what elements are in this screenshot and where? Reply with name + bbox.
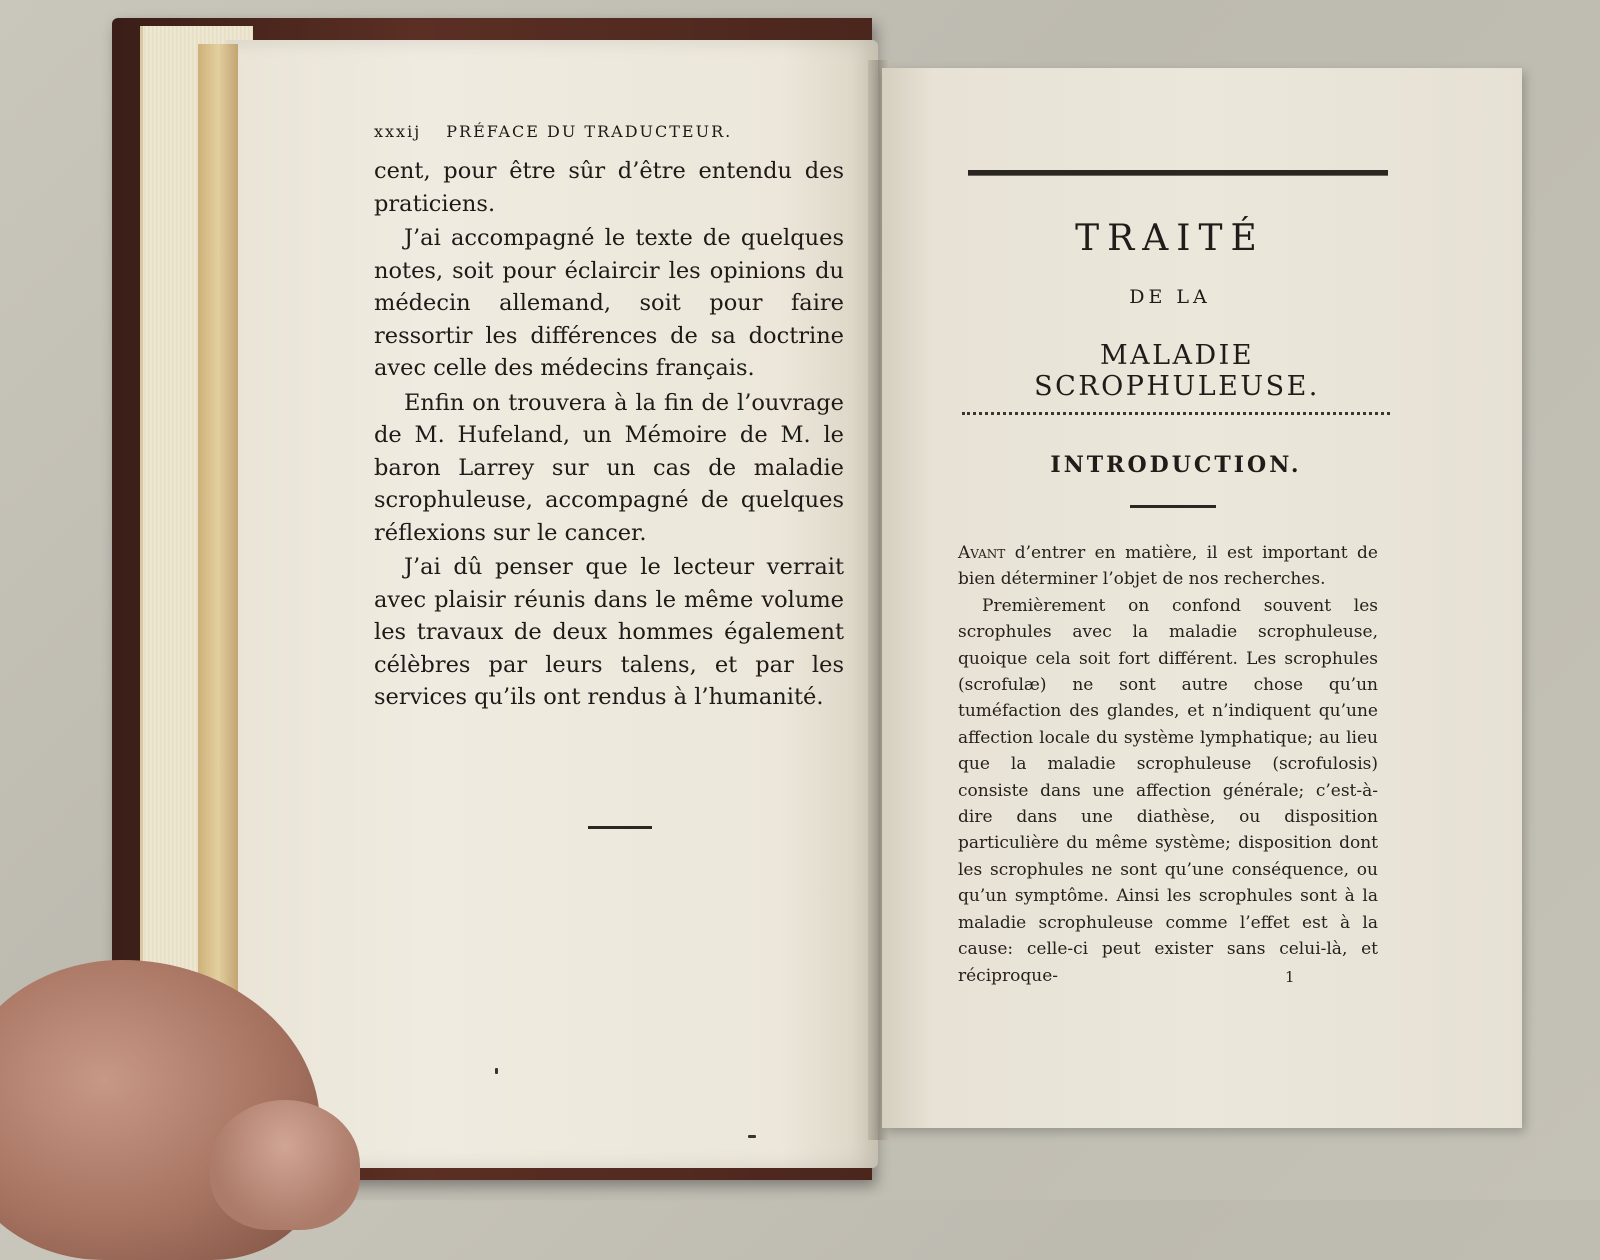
left-paragraph: J’ai accompagné le texte de quelques notes, soit pour éclaircir les opinions du médecin allemand, soit pour faire ressortir les différences de sa doctrine avec celle des médecins français. (374, 225, 844, 381)
book-subtitle: MALADIE SCROPHULEUSE. (1034, 340, 1320, 402)
title-top-rule (968, 170, 1388, 176)
gilt-edge (198, 44, 238, 1124)
dropcap-word: Avant (958, 543, 1006, 563)
running-head-title: PRÉFACE DU TRADUCTEUR. (446, 122, 733, 141)
left-paragraph: Enfin on trouvera à la fin de l’ouvrage de M. Hufeland, un Mémoire de M. le baron Larrey sur un cas de maladie scrophuleuse, accompagné de quelques réflexions sur le cancer. (374, 389, 844, 546)
left-end-rule (588, 826, 652, 829)
book-subtitle-de-la: DE LA (1129, 286, 1211, 308)
right-paragraph-1 (958, 540, 1378, 593)
left-paragraph: J’ai dû penser que le lecteur verrait avec plaisir réunis dans le même volume les travaux de deux hommes également célèbres par leurs talens, et par les services qu’ils ont rendus à l’humanité. (374, 554, 844, 710)
thumb (210, 1100, 360, 1230)
section-heading: INTRODUCTION. (1050, 452, 1302, 478)
running-head (374, 122, 844, 148)
paragraph-1-rest: d’entrer en matière, il est important de bien déterminer l’objet de nos recherches. (958, 543, 1378, 590)
dotted-rule (962, 412, 1390, 415)
signature-mark: 1 (1285, 968, 1295, 986)
heading-rule (1130, 505, 1216, 508)
right-paragraph-2: Premièrement on confond souvent les scrophules avec la maladie scrophuleuse, quoique cela soit fort différent. Les scrophules (scrofulæ) ne sont autre chose qu’un tuméfaction des glandes, et n’indiquent qu’une affection locale du système lymphatique; au lieu que la maladie scrophuleuse (scrofulosis) consiste dans une affection générale; c’est-à-dire dans une diathèse, ou disposition particulière du même système; disposition dont les scrophules ne sont qu’une conséquence, ou qu’un symptôme. Ainsi les scrophules sont à la maladie scrophuleuse comme l’effet est à la cause: celle-ci peut exister sans celui-là, et réciproque- (958, 595, 1378, 986)
page-speck (748, 1135, 756, 1138)
left-page-text (374, 155, 844, 716)
page-speck (495, 1068, 498, 1074)
left-paragraph: cent, pour être sûr d’être entendu des praticiens. (374, 158, 844, 217)
book-title: TRAITÉ (1075, 218, 1265, 259)
left-page-number: xxxij (374, 122, 422, 141)
right-page-text (958, 540, 1378, 989)
